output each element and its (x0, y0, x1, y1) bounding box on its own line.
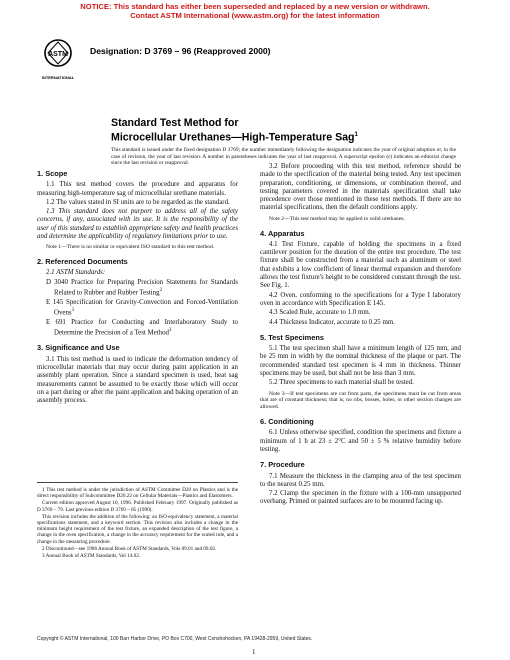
apparatus-heading: 4. Apparatus (260, 228, 305, 238)
apparatus-p1: 4.1 Test Fixture, capable of holding the specimens in a fixed cantilever position for the duration of the entire test procedure. The test fixture shall be constructed from a material such as aluminum or steel that exhibits a low coefficient of linear thermal expansion and therefore allows the test fixture's height to be considered constant through the test. See Fig. 1. (260, 240, 461, 290)
significance-note: Note 2—This test method may be applied to solid urethanes. (269, 215, 405, 222)
footnote-3: 3 Annual Book of ASTM Standards, Vol 14.02. (42, 553, 141, 560)
page-title (111, 117, 358, 144)
notice-line-2: Contact ASTM International (www.astm.org) for the latest information (130, 11, 380, 20)
page-number: 1 (252, 648, 256, 656)
notice-line-1: NOTICE: This standard has either been superseded and replaced by a new version or withdrawn. (80, 2, 430, 11)
logo-wordmark: INTERNATIONAL (42, 75, 74, 80)
significance-p1: 3.1 This test method is used to indicate the deformation tendency of microcellular materials that may occur during paint application in an assembly plant operation. Since a standard specimen is used, heat sag measurements cannot be assumed to be exactly those which will occur on a part during or after the paint application and baking operation of an assembly process. (37, 355, 238, 405)
procedure-p2: 7.2 Clamp the specimen in the fixture with a 100-mm unsupported overhang. Primed or painted surfaces are to be mounted facing up. (260, 490, 461, 506)
scope-heading: 1. Scope (37, 169, 68, 178)
refs-intro: 2.1 ASTM Standards: (46, 269, 106, 277)
apparatus-p2: 4.2 Oven, conforming to the specifications for a Type I laboratory oven in accordance with Specification E 145. (260, 291, 461, 307)
astm-logo-icon (42, 38, 74, 82)
footnote-1: 1 This test method is under the jurisdiction of ASTM Committee D20 on Plastics and is the direct responsibility of Subcommittee D20.22 on Cellular Materials—Plastics and Elastomers. (37, 487, 238, 500)
conditioning-p1: 6.1 Unless otherwise specified, condition the specimens and fixture a minimum of 1 h at 23 ± 2°C and 50 ± 5 % relative humidity before testing. (260, 429, 461, 453)
title-footnote-ref: 1 (354, 132, 358, 138)
svg-text:ASTM: ASTM (48, 51, 68, 58)
footnote-1c: This revision includes the addition of the following: an ISO equivalency statement, a material specifications statement, and a keyword section. This revision also includes a change in the minimum height requirement of the test fixture, an expanded description of the test figure, a change in the oven specification, a change in the accuracy requirement for the scaled rule, and a change in the measuring procedure. (37, 513, 238, 545)
right-column (260, 163, 461, 508)
refs-heading: 2. Referenced Documents (37, 257, 128, 267)
specimens-p1: 5.1 The test specimen shall have a minimum length of 125 mm, and be 25 mm in width by the nominal thickness of the plaque or part. The recommended standard test specimen is 4 mm in thickness. Thinner specimens may be used, but shall not be less than 3 mm. (260, 345, 461, 378)
footnote-2: 2 Discontinued—see 1986 Annual Book of ASTM Standards, Vols 09.01 and 09.02. (42, 545, 217, 552)
specimens-p2: 5.2 Three specimens to each material shall be tested. (269, 379, 414, 387)
apparatus-p3: 4.3 Scaled Rule, accurate to 1.0 mm. (269, 309, 371, 317)
specimens-heading: 5. Test Specimens (260, 332, 324, 342)
scope-p3: 1.3 This standard does not purport to address all of the safety concerns, if any, associated with its use. It is the responsibility of the user of this standard to establish appropriate safety and health practices and determine the applicability of regulatory limitations prior to use. (37, 208, 238, 241)
copyright-line: Copyright © ASTM International, 100 Barr Harbor Drive, PO Box C700, West Conshohocken, PA 19428-2959, United States. (37, 636, 313, 642)
footnotes (37, 482, 238, 560)
apparatus-p4: 4.4 Thickness Indicator, accurate to 0.25 mm. (269, 318, 395, 326)
withdrawal-notice (0, 2, 510, 20)
issuance-statement: This standard is issued under the fixed designation D 3769; the number immediately following the designation indicates the year of original adoption or, in the case of revision, the year of last revision. A number in parentheses indicates the year of last reapproval. A superscript epsilon (ε) indicates an editorial change since the last revision or reapproval. (111, 147, 456, 166)
ref-d3040: D 3040 Practice for Preparing Precision Statements for Standards Related to Rubber and Rubber Testing$^2$ (46, 278, 238, 297)
left-column (37, 163, 238, 407)
ref-e145: E 145 Specification for Gravity-Convection and Forced-Ventilation Ovens$^3$ (46, 298, 238, 317)
procedure-heading: 7. Procedure (260, 460, 305, 470)
significance-heading: 3. Significance and Use (37, 343, 120, 353)
significance-p2: 3.2 Before proceeding with this test method, reference should be made to the specification of the material being tested. Any test specimen preparation, conditioning, or dimensions, or combination thereof, and testing parameters covered in the materials specification shall take precedence over those mentioned in these test methods. If there are no material specifications, then the default conditions apply. (260, 163, 461, 212)
scope-p1: 1.1 This test method covers the procedure and apparatus for measuring high-temperature sag of microcellular urethane materials. (37, 181, 238, 197)
designation: Designation: D 3769 – 96 (Reapproved 2000) (90, 46, 271, 56)
specimens-note: Note 3—If test specimens are cut from parts, the specimens must be cut from areas that are of constant thickness; that is, no ribs, bosses, holes, or other section changes are allowed. (260, 390, 461, 411)
ref-e691: E 691 Practice for Conducting and Interlaboratory Study to Determine the Precision of a Test Method$^3$ (46, 318, 238, 337)
conditioning-heading: 6. Conditioning (260, 417, 314, 427)
title-line-2: Microcellular Urethanes—High-Temperature Sag$^1$ (111, 131, 358, 144)
scope-p2: 1.2 The values stated in SI units are to be regarded as the standard. (46, 198, 230, 206)
procedure-p1: 7.1 Measure the thickness in the clamping area of the test specimen to the nearest 0.25 mm. (260, 472, 461, 488)
scope-note: Note 1—There is no similar or equivalent ISO standard to this test method. (46, 244, 215, 251)
footnote-1b: Current edition approved August 10, 1996. Published February 1997. Originally published as D 3769 – 79. Last previous edition D 3769 – 85 (1990). (37, 500, 238, 513)
title-line-1: Standard Test Method for (111, 117, 239, 129)
